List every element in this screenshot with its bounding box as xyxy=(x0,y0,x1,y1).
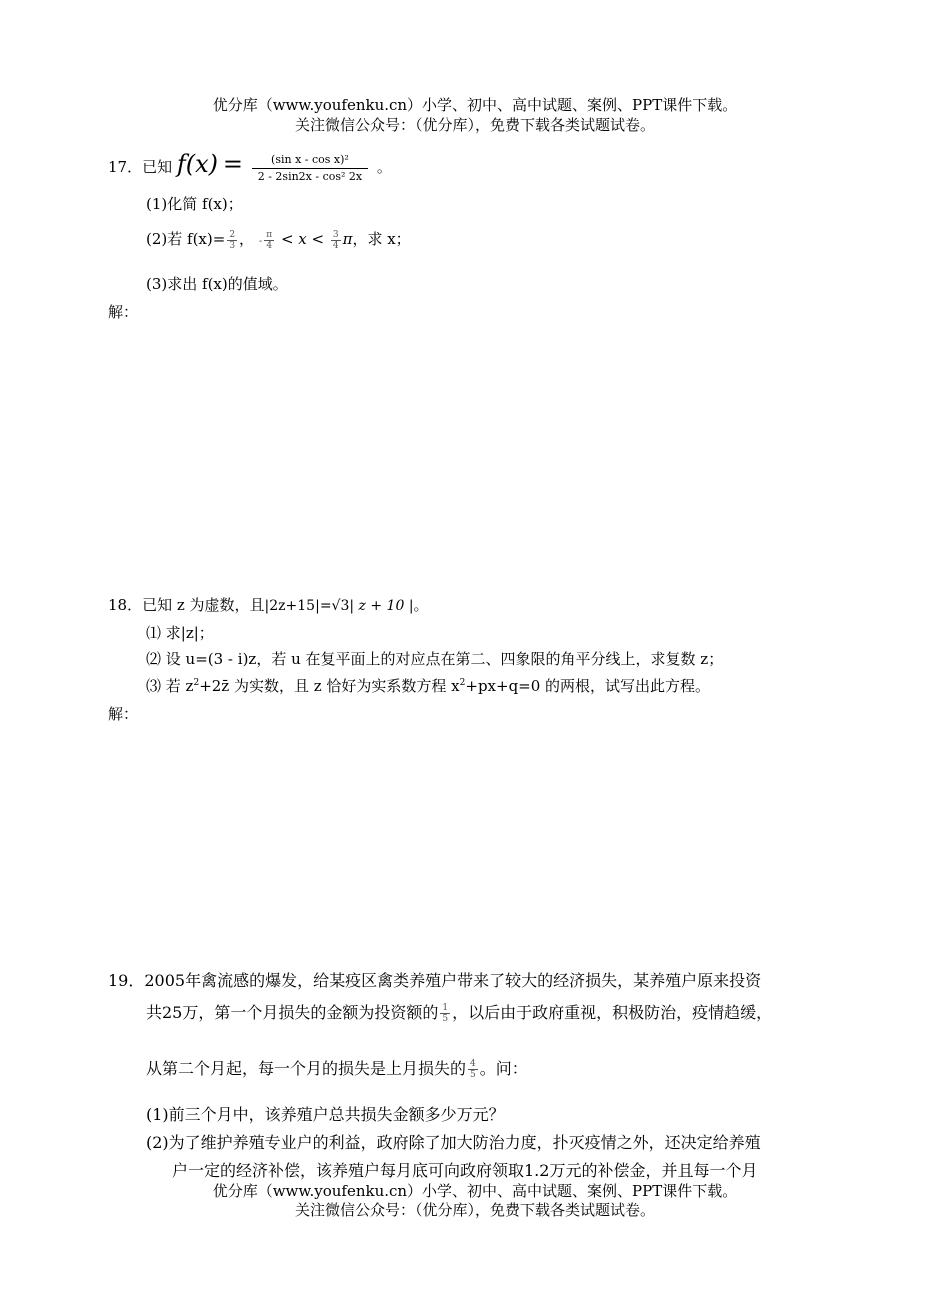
q17-frac2-num: 3 xyxy=(332,229,339,240)
q17-part-3: (3)求出 f(x)的值域。 xyxy=(146,275,288,293)
q17-frac2-den: 4 xyxy=(332,240,339,251)
q19-part-1: (1)前三个月中，该养殖户总共损失金额多少万元？ xyxy=(146,1105,505,1124)
q18-abs1: |2z+15| xyxy=(264,598,320,614)
q19-frac1-den: 5 xyxy=(442,1014,449,1024)
q17-denominator: 2 - 2sin2x - cos² 2x xyxy=(252,168,368,185)
q17-ineq-mid: < x < xyxy=(280,230,325,248)
q18-sqrt: √3 xyxy=(331,598,350,614)
q19-line3-a: 从第二个月起，每一个月的损失是上月损失的 xyxy=(146,1059,467,1078)
q17-pi-frac xyxy=(264,230,274,251)
q17-func: f(x) xyxy=(176,150,219,178)
q17-answer: 解： xyxy=(108,303,139,321)
footer-line-2: 关注微信公众号：（优分库），免费下载各类试题试卷。 xyxy=(294,1201,655,1219)
q17-intro: 已知 xyxy=(142,158,173,176)
footer-line-1: 优分库（www.youfenku.cn）小学、初中、高中试题、案例、PPT课件下载。 xyxy=(212,1182,738,1200)
q17-pi: π xyxy=(342,230,353,248)
q17-part2-a: (2)若 f(x)= xyxy=(146,230,226,248)
q19-frac1 xyxy=(440,1003,450,1024)
q17-number: 17． xyxy=(108,158,143,176)
q19-frac2-den: 5 xyxy=(470,1070,476,1080)
q17-part-2 xyxy=(146,228,411,251)
q17-numerator: (sin x - cos x)² xyxy=(271,152,349,166)
q19-line-3 xyxy=(146,1056,528,1080)
q18-stem xyxy=(108,594,429,615)
q18-end: 。 xyxy=(413,596,429,614)
q18-part3-b: +2z̄ 为实数，且 z 恰好为实系数方程 x xyxy=(199,677,460,695)
q19-frac2 xyxy=(468,1059,478,1080)
q19-line2-b: ，以后由于政府重视，积极防治，疫情趋缓， xyxy=(452,1003,773,1022)
q19-line3-b: 。问： xyxy=(479,1059,528,1078)
q18-stem-a: 已知 z 为虚数，且 xyxy=(142,596,265,614)
q17-part2-frac-den: 3 xyxy=(229,240,236,251)
q18-part3-c: +px+q=0 的两根，试写出此方程。 xyxy=(465,677,711,695)
q18-number: 18． xyxy=(108,596,143,614)
q17-equals: = xyxy=(222,150,243,178)
q17-pi-num: π xyxy=(266,229,273,240)
q19-line-2 xyxy=(146,1000,772,1024)
header-line-1: 优分库（www.youfenku.cn）小学、初中、高中试题、案例、PPT课件下载。 xyxy=(212,96,738,114)
q19-frac2-num: 4 xyxy=(470,1059,476,1069)
header-line-2: 关注微信公众号：（优分库），免费下载各类试题试卷。 xyxy=(294,116,655,134)
q18-abs2: | z + 10 | xyxy=(349,598,414,614)
q19-part-2-line-1: (2)为了维护养殖专业户的利益，政府除了加大防治力度，扑灭疫情之外，还决定给养殖 xyxy=(146,1133,761,1152)
q17-part2-frac-num: 2 xyxy=(229,229,236,240)
q19-line-1 xyxy=(108,968,761,991)
q18-part-3 xyxy=(146,675,710,696)
q17-end: 。 xyxy=(376,158,392,176)
q17-pi-den: 4 xyxy=(266,240,273,251)
q18-eq: = xyxy=(319,598,332,614)
q17-ineq-minus: - xyxy=(258,236,263,247)
q17-stem xyxy=(108,146,392,185)
q19-line2-a: 共25万，第一个月损失的金额为投资额的 xyxy=(146,1003,439,1022)
q19-number: 19． xyxy=(108,971,145,990)
q18-part-1: ⑴ 求|z|； xyxy=(146,624,214,642)
q19-frac1-num: 1 xyxy=(442,1003,449,1013)
q17-frac2 xyxy=(331,230,341,251)
q19-line1-text: 2005年禽流感的爆发，给某疫区禽类养殖户带来了较大的经济损失，某养殖户原来投资 xyxy=(144,971,762,990)
q18-answer: 解： xyxy=(108,705,139,723)
q18-part3-sup2: 2 xyxy=(459,678,466,688)
q18-part-2: ⑵ 设 u=(3 - i)z，若 u 在复平面上的对应点在第二、四象限的角平分线上，求复数 z； xyxy=(146,650,724,668)
q17-part-1: (1)化简 f(x)； xyxy=(146,195,243,213)
q17-part2-b: ， xyxy=(239,230,255,248)
q18-part3-a: ⑶ 若 z xyxy=(146,677,194,695)
q17-part2-c: ，求 x； xyxy=(352,230,411,248)
q17-part2-frac xyxy=(227,230,237,251)
q17-fraction xyxy=(252,152,368,185)
q18-part3-sup: 2 xyxy=(193,678,200,688)
q19-part-2-line-2: 户一定的经济补偿，该养殖户每月底可向政府领取1.2万元的补偿金，并且每一个月 xyxy=(172,1161,758,1180)
